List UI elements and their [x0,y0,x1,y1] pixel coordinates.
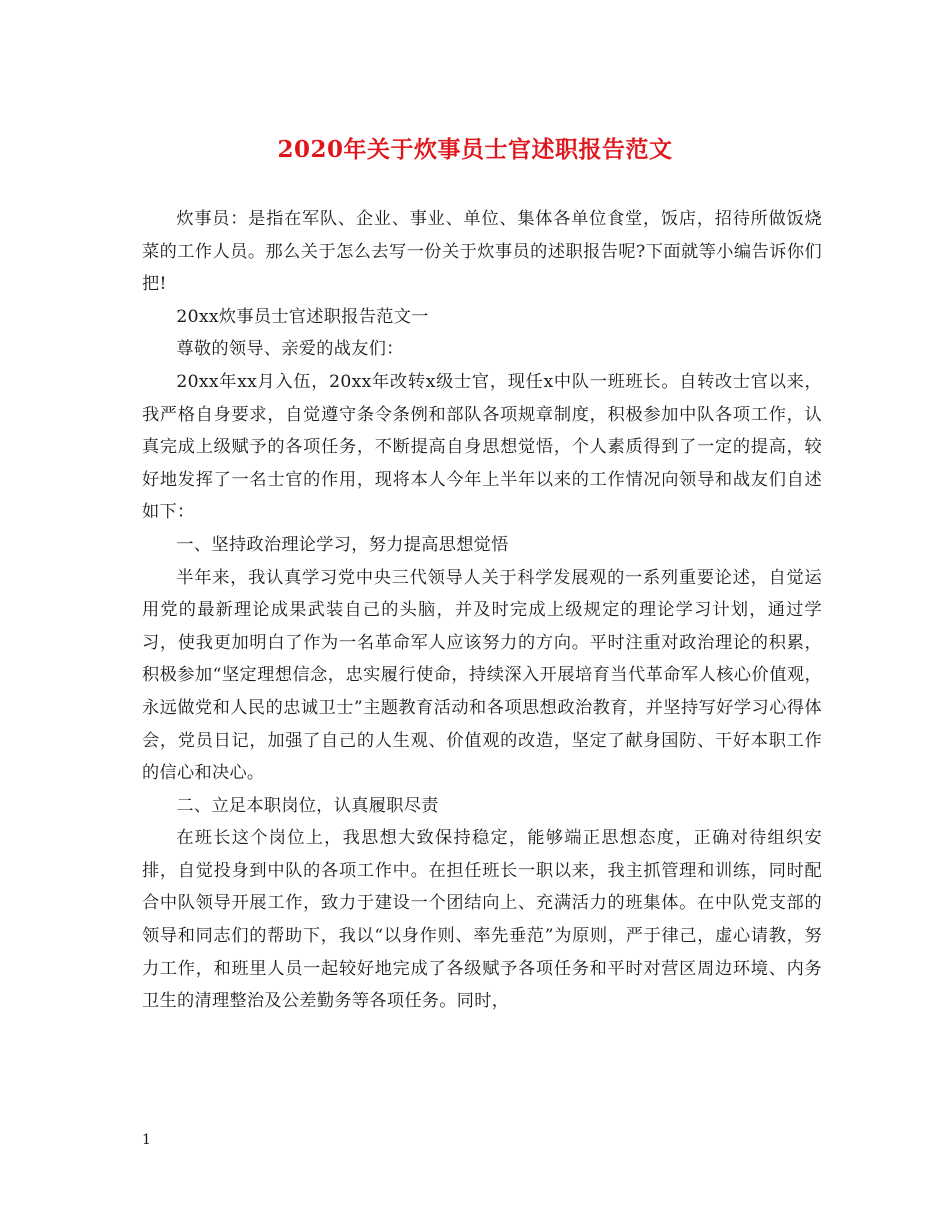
section-heading: 二、立足本职岗位，认真履职尽责 [176,795,439,816]
document-title: 2020年关于炊事员士官述职报告范文 [277,136,673,163]
intro-paragraph: 炊事员：是指在军队、企业、事业、单位、集体各单位食堂，饭店，招待所做饭烧菜的工作人员。那么关于怎么去写一份关于炊事员的述职报告呢?下面就等小编告诉你们把! [142,209,822,295]
page-number: 1 [142,1132,151,1148]
section-heading: 20xx炊事员士官述职报告范文一 [176,306,429,327]
section-heading: 一、坚持政治理论学习，努力提高思想觉悟 [176,534,509,555]
body-paragraph: 在班长这个岗位上，我思想大致保持稳定，能够端正思想态度，正确对待组织安排，自觉投身到中队的各项工作中。在担任班长一职以来，我主抓管理和训练，同时配合中队领导开展工作，致力于建设一个团结向上、充满活力的班集体。在中队党支部的领导和同志们的帮助下，我以“以身作则、率先垂范”为原则，严于律己，虚心请教，努力工作，和班里人员一起较好地完成了各级赋予各项任务和平时对营区周边环境、内务卫生的清理整治及公差勤务等各项任务。同时， [142,828,822,1012]
body-paragraph: 半年来，我认真学习党中央三代领导人关于科学发展观的一系列重要论述，自觉运用党的最新理论成果武装自己的头脑，并及时完成上级规定的理论学习计划，通过学习，使我更加明白了作为一名革命军人应该努力的方向。平时注重对政治理论的积累，积极参加“坚定理想信念，忠实履行使命，持续深入开展培育当代革命军人核心价值观，永远做党和人民的忠诚卫士”主题教育活动和各项思想政治教育，并坚持写好学习心得体会，党员日记，加强了自己的人生观、价值观的改造，坚定了献身国防、干好本职工作的信心和决心。 [142,567,822,784]
salutation: 尊敬的领导、亲爱的战友们： [176,339,404,360]
body-paragraph: 20xx年xx月入伍，20xx年改转x级士官，现任x中队一班班长。自转改士官以来，我严格自身要求，自觉遵守条令条例和部队各项规章制度，积极参加中队各项工作，认真完成上级赋予的各项任务，不断提高自身思想觉悟，个人素质得到了一定的提高，较好地发挥了一名士官的作用，现将本人今年上半年以来的工作情况向领导和战友们自述如下： [142,371,822,523]
document-body [142,203,822,1018]
